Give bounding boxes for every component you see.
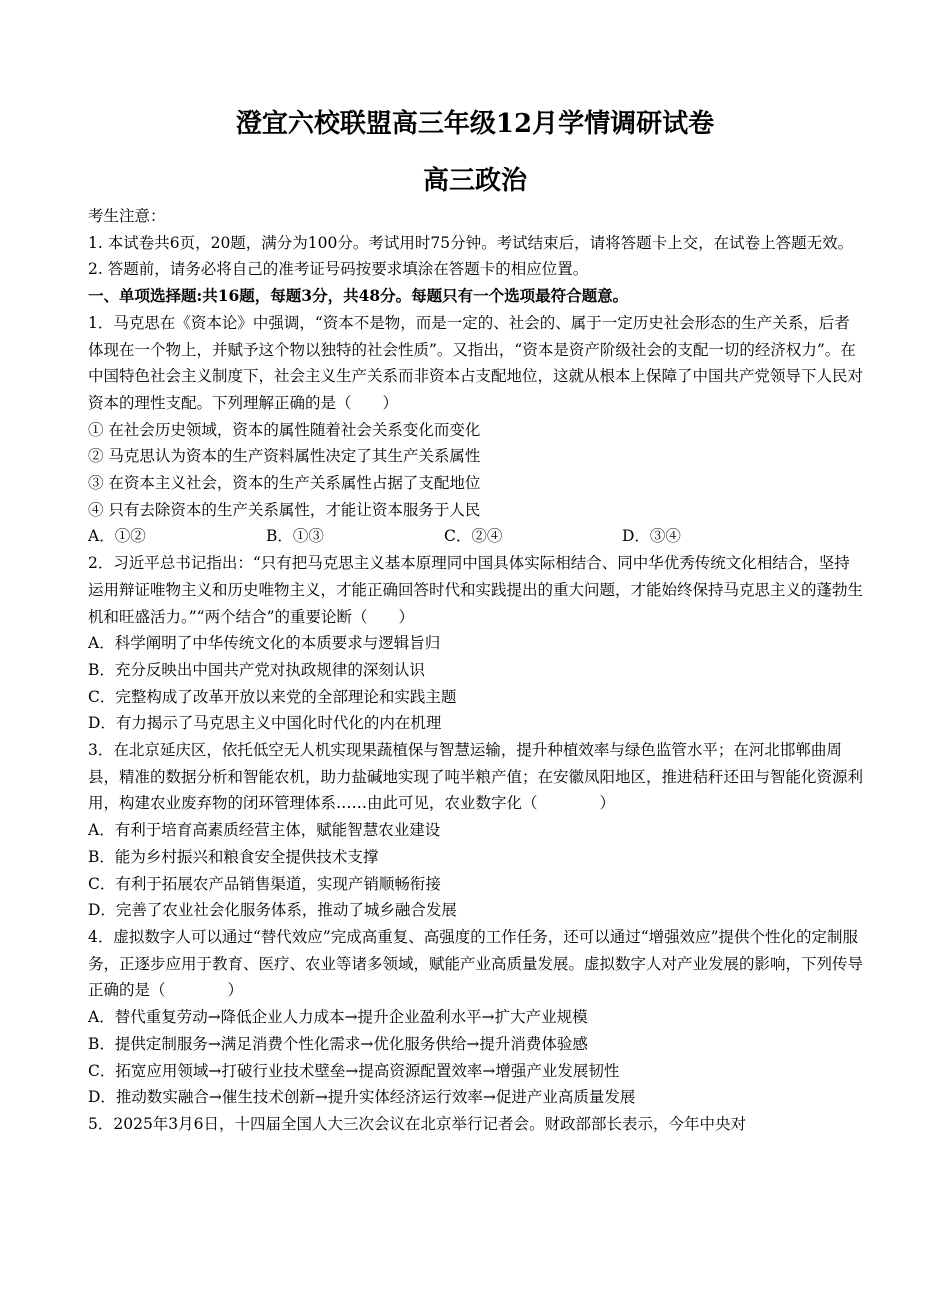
exam-title: 澄宜六校联盟高三年级12月学情调研试卷 bbox=[235, 109, 715, 139]
option-c: C．有利于拓展农产品销售渠道，实现产销顺畅衔接 bbox=[88, 874, 441, 893]
question-1-options bbox=[88, 523, 863, 550]
exam-body bbox=[88, 203, 863, 1138]
option-d: D．推动数实融合→催生技术创新→提升实体经济运行效率→促进产业高质量发展 bbox=[88, 1088, 636, 1107]
statement-1: ① 在社会历史领域，资本的属性随着社会关系变化而变化 bbox=[88, 420, 481, 439]
option-a: A．替代重复劳动→降低企业人力成本→提升企业盈利水平→扩大产业规模 bbox=[88, 1008, 588, 1027]
option-b: B．提供定制服务→满足消费个性化需求→优化服务供给→提升消费体验感 bbox=[88, 1034, 588, 1053]
statement-3: ③ 在资本主义社会，资本的生产关系属性占据了支配地位 bbox=[88, 474, 481, 493]
option-d: D．③④ bbox=[622, 527, 681, 546]
option-c: C．②④ bbox=[444, 527, 503, 546]
statement-4: ④ 只有去除资本的生产关系属性，才能让资本服务于人民 bbox=[88, 500, 481, 519]
option-a: A．有利于培育高素质经营主体，赋能智慧农业建设 bbox=[88, 821, 441, 840]
statement-2: ② 马克思认为资本的生产资料属性决定了其生产关系属性 bbox=[88, 447, 481, 466]
question-4-stem: 4．虚拟数字人可以通过“替代效应”完成高重复、高强度的工作任务，还可以通过“增强效应”提供个性化的定制服务，正逐步应用于教育、医疗、农业等诸多领域，赋能产业高质量发展。虚拟数字人对产业发展的影响，下列传导正确的是（ ） bbox=[88, 927, 864, 1000]
option-b: B．①③ bbox=[266, 527, 324, 546]
option-d: D．有力揭示了马克思主义中国化时代化的内在机理 bbox=[88, 714, 442, 733]
option-a: A．①② bbox=[88, 527, 146, 546]
question-3-stem: 3．在北京延庆区，依托低空无人机实现果蔬植保与智慧运输，提升种植效率与绿色监管水平；在河北邯郸曲周县，精准的数据分析和智能农机，助力盐碱地实现了吨半粮产值；在安徽凤阳地区，推进秸秆还田与智能化资源利用，构建农业废弃物的闭环管理体系……由此可见，农业数字化（ ） bbox=[88, 741, 864, 813]
notice-item-1: 1. 本试卷共6页，20题，满分为100分。考试用时75分钟。考试结束后，请将答题卡上交，在试卷上答题无效。 bbox=[88, 233, 854, 252]
question-2-stem: 2．习近平总书记指出：“只有把马克思主义基本原理同中国具体实际相结合、同中华优秀传统文化相结合，坚持运用辩证唯物主义和历史唯物主义，才能正确回答时代和实践提出的重大问题，才能始终保持马克思主义的蓬勃生机和旺盛活力。”“两个结合”的重要论断（ ） bbox=[88, 554, 864, 626]
option-b: B．充分反映出中国共产党对执政规律的深刻认识 bbox=[88, 660, 425, 679]
exam-subject: 高三政治 bbox=[422, 166, 527, 196]
question-5-stem: 5．2025年3月6日，十四届全国人大三次会议在北京举行记者会。财政部部长表示，今年中央对 bbox=[88, 1114, 747, 1133]
question-1-stem: 1．马克思在《资本论》中强调，“资本不是物，而是一定的、社会的、属于一定历史社会形态的生产关系，后者体现在一个物上，并赋予这个物以独特的社会性质”。又指出，“资本是资产阶级社会的支配一切的经济权力”。在中国特色社会主义制度下，社会主义生产关系而非资本占支配地位，这就从根本上保障了中国共产党领导下人民对资本的理性支配。下列理解正确的是（ ） bbox=[88, 313, 864, 412]
option-c: C．完整构成了改革开放以来党的全部理论和实践主题 bbox=[88, 687, 457, 706]
notice-item-2: 2. 答题前，请务必将自己的准考证号码按要求填涂在答题卡的相应位置。 bbox=[88, 260, 589, 279]
option-c: C．拓宽应用领域→打破行业技术壁垒→提高资源配置效率→增强产业发展韧性 bbox=[88, 1061, 620, 1080]
notice-label: 考生注意： bbox=[88, 207, 166, 225]
option-a: A．科学阐明了中华传统文化的本质要求与逻辑旨归 bbox=[88, 634, 441, 653]
option-d: D．完善了农业社会化服务体系，推动了城乡融合发展 bbox=[88, 901, 457, 920]
section-heading: 一、单项选择题:共16题，每题3分，共48分。每题只有一个选项最符合题意。 bbox=[88, 286, 629, 306]
option-b: B．能为乡村振兴和粮食安全提供技术支撑 bbox=[88, 847, 379, 866]
